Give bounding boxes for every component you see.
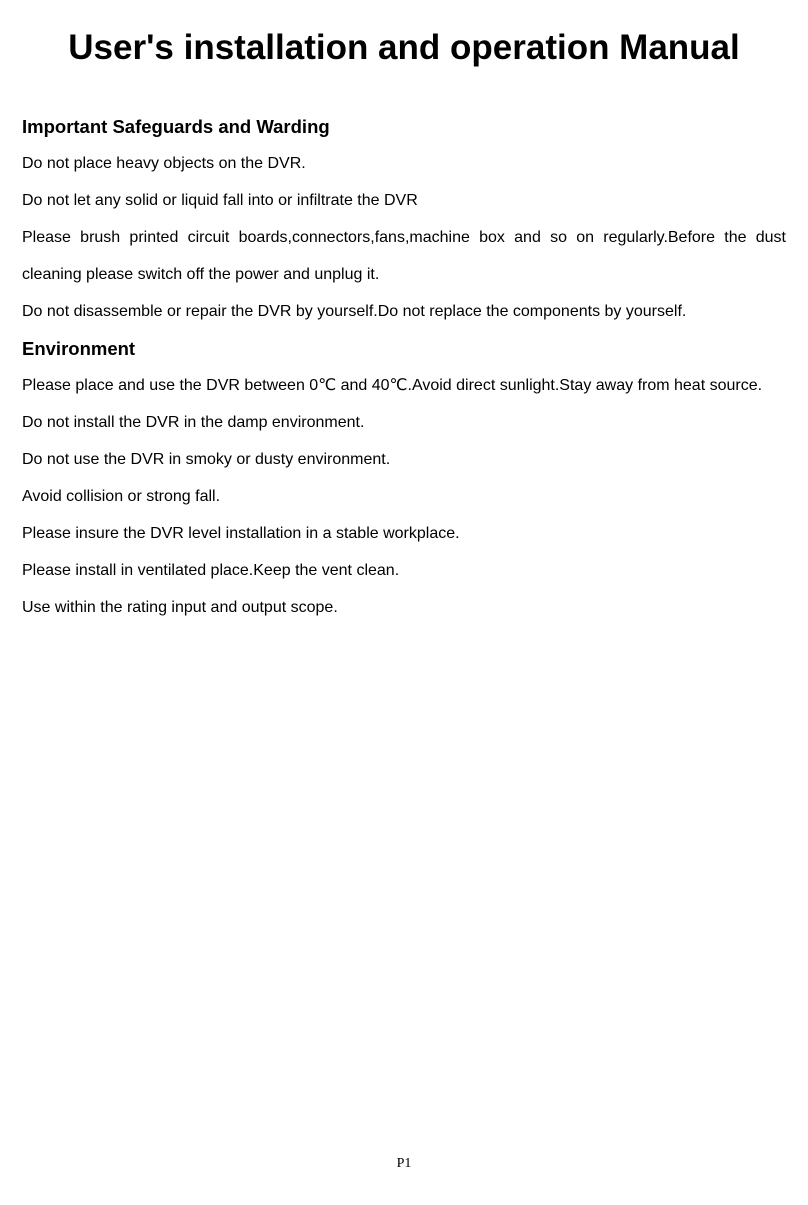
paragraph: Use within the rating input and output scope. <box>22 599 338 616</box>
paragraph: Please place and use the DVR between 0℃ and 40℃.Avoid direct sunlight.Stay away from heat source. <box>22 377 763 394</box>
paragraph: Do not use the DVR in smoky or dusty environment. <box>22 451 391 468</box>
paragraph: Do not let any solid or liquid fall into or infiltrate the DVR <box>22 192 418 209</box>
paragraph: Do not place heavy objects on the DVR. <box>22 155 306 172</box>
page-number: P1 <box>396 1156 412 1171</box>
paragraph: Avoid collision or strong fall. <box>22 488 221 505</box>
paragraph: Do not install the DVR in the damp environment. <box>22 414 365 431</box>
paragraph: Do not disassemble or repair the DVR by yourself.Do not replace the components by yourself. <box>22 303 687 320</box>
paragraph: Please insure the DVR level installation in a stable workplace. <box>22 525 460 542</box>
page-title: User's installation and operation Manual <box>68 28 740 67</box>
document-body <box>22 108 786 626</box>
section-environment <box>22 330 786 626</box>
paragraph: Please install in ventilated place.Keep the vent clean. <box>22 562 400 579</box>
section-safeguards <box>22 108 786 330</box>
paragraph: Please brush printed circuit boards,connectors,fans,machine box and so on regularly.Before the dust cleaning please switch off the power and unplug it. <box>22 229 786 283</box>
section-heading: Important Safeguards and Warding <box>22 116 330 137</box>
section-heading: Environment <box>22 338 136 359</box>
